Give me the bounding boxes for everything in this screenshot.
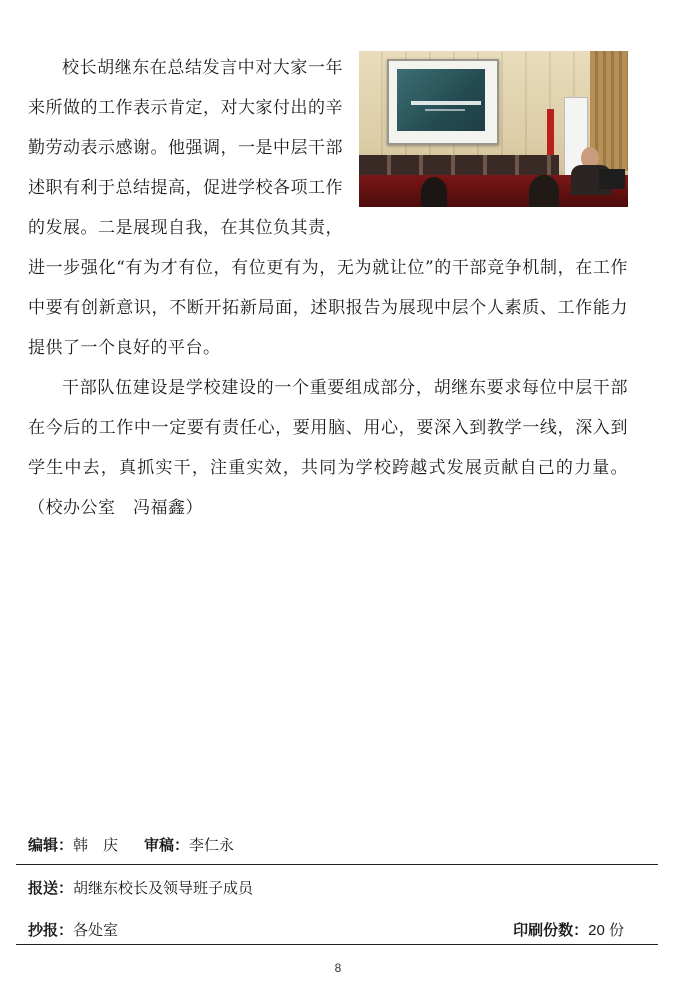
photo-chairs: [359, 155, 559, 177]
cc-line: [28, 919, 118, 940]
slide-title-bar: [411, 101, 481, 105]
photo-audience-head: [421, 177, 447, 207]
photo-audience-head: [529, 175, 559, 207]
slide-subtitle-bar: [425, 109, 465, 111]
photo-laptop: [599, 169, 625, 189]
article-body: [28, 48, 628, 528]
editor-label: 编辑：: [28, 837, 74, 854]
footer-divider-bottom: [16, 944, 658, 945]
article-paragraph-1: 校长胡继东在总结发言中对大家一年来所做的工作表示肯定，对大家付出的辛勤劳动表示感谢。他强调，一是中层干部述职有利于总结提高，促进学校各项工作的发展。二是展现自我，在其位负其责，进一步强化“有为才有位，有位更有为，无为就让位”的干部竞争机制，在工作中要有创新意识，不断开拓新局面，述职报告为展现中层个人素质、工作能力提供了一个良好的平台。: [28, 58, 628, 358]
reviewer-label: 审稿：: [144, 837, 190, 854]
cc-label: 抄报：: [28, 922, 74, 939]
print-copies: [513, 919, 624, 940]
meeting-photo: [359, 51, 628, 207]
projected-slide: [397, 69, 485, 131]
projector-screen: [387, 59, 499, 145]
copies-label: 印刷份数：: [513, 922, 589, 939]
sent-value: 胡继东校长及领导班子成员: [73, 880, 254, 897]
footer-divider-top: [16, 864, 658, 865]
reviewer-name: 李仁永: [189, 837, 235, 854]
sent-label: 报送：: [28, 880, 74, 897]
sent-to-line: [28, 877, 253, 898]
cc-value: 各处室: [73, 922, 119, 939]
editor-line: [28, 834, 234, 855]
page-number: 8: [334, 961, 342, 975]
article-paragraph-2: 干部队伍建设是学校建设的一个重要组成部分，胡继东要求每位中层干部在今后的工作中一定要有责任心，要用脑、用心，要深入到教学一线，深入到学生中去，真抓实干，注重实效，共同为学校跨越式发展贡献自己的力量。（校办公室 冯福鑫）: [28, 378, 628, 518]
copies-value: 20 份: [588, 922, 624, 939]
editor-name: 韩 庆: [73, 837, 119, 854]
